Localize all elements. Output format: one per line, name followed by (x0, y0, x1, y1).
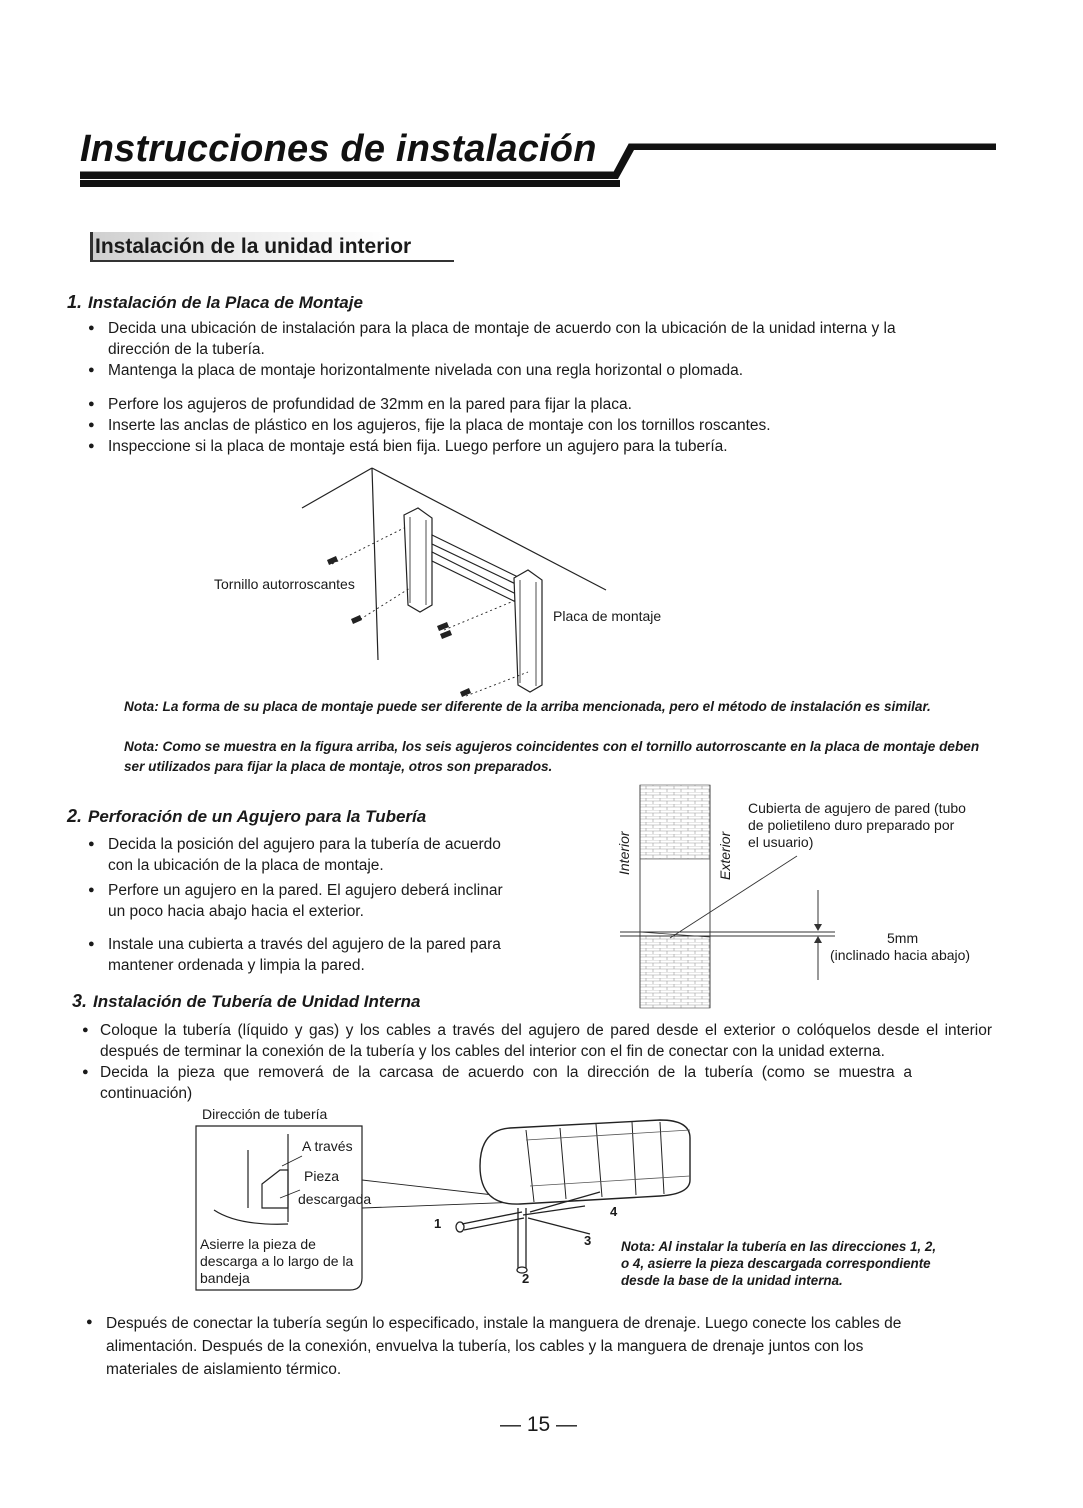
page-number: — 15 — (500, 1413, 578, 1436)
dimension-value: 5mm (887, 930, 919, 946)
cover-label-line: de polietileno duro preparado por (748, 817, 955, 833)
step2-heading (67, 806, 426, 827)
step1-heading (67, 292, 363, 313)
direction-note-line: Nota: Al instalar la tubería en las direcciones 1, 2, (621, 1239, 937, 1254)
list-item: ● Mantenga la placa de montaje horizontalmente nivelada con una regla horizontal o plomada. (88, 360, 898, 381)
list-item: ● Después de conectar la tubería según lo especificado, instale la manguera de drenaje. Luego conecte los cables de alimentación. Después de la conexión, envuelva la tubería, los cables y la manguera de drenaje juntos con los materiales de aislamiento térmico. (86, 1312, 916, 1381)
step2-number: 2. (67, 806, 83, 826)
piece-label: Pieza (304, 1168, 340, 1184)
step3-number: 3. (72, 991, 88, 1011)
list-item: ● Decida la posición del agujero para la tubería de acuerdo con la ubicación de la placa de montaje. (88, 834, 508, 876)
step1-bullets-b (88, 394, 898, 457)
list-item: ● Perfore un agujero en la pared. El agujero deberá inclinar un poco hacia abajo hacia el exterior. (88, 880, 508, 922)
cover-label (748, 800, 966, 851)
step2-bullet-3 (88, 934, 518, 976)
note-holes: Nota: Como se muestra en la figura arriba, los seis agujeros coincidentes con el tornillo autorroscante en la placa de montaje deben ser utilizados para fijar la placa de montaje, otros son preparados. (124, 739, 980, 774)
step1-heading-text: Instalación de la Placa de Montaje (88, 293, 363, 312)
dimension-note: (inclinado hacia abajo) (830, 947, 971, 963)
screw-label: Tornillo autorroscantes (214, 576, 355, 592)
direction-note (621, 1238, 936, 1289)
direction-note-line: desde la base de la unidad interna. (621, 1273, 843, 1288)
step3-heading (72, 991, 421, 1012)
list-item: ● Perfore los agujeros de profundidad de 32mm en la pared para fijar la placa. (88, 394, 898, 415)
cover-label-line: Cubierta de agujero de pared (tubo (748, 800, 966, 816)
step2-bullet-2 (88, 880, 508, 922)
list-item: ● Decida la pieza que removerá de la carcasa de acuerdo con la dirección de la tubería (como se muestra a continuación) (82, 1062, 912, 1104)
saw-note-line: bandeja (200, 1270, 250, 1286)
note-shape: Nota: La forma de su placa de montaje puede ser diferente de la arriba mencionada, pero el método de instalación es similar. (124, 699, 931, 714)
through-label: A través (302, 1138, 353, 1154)
saw-note-line: descarga a lo largo de la (200, 1253, 354, 1269)
list-item: ● Inspeccione si la placa de montaje está bien fija. Luego perfore un agujero para la tubería. (88, 436, 898, 457)
step3-final-bullet (86, 1312, 916, 1381)
plate-label: Placa de montaje (553, 608, 662, 624)
title-underline (0, 0, 1083, 200)
exterior-label: Exterior (717, 831, 733, 880)
step2-bullet-1 (88, 834, 508, 876)
step1-bullets-a (88, 318, 898, 381)
direction-4: 4 (610, 1204, 618, 1219)
direction-2: 2 (522, 1271, 530, 1286)
cutout-label: descargada (298, 1191, 372, 1207)
section-title: Instalación de la unidad interior (95, 235, 412, 258)
saw-note (200, 1236, 353, 1287)
list-item: ● Decida una ubicación de instalación para la placa de montaje de acuerdo con la ubicación de la unidad interna y la dirección de la tubería. (88, 318, 898, 360)
direction-1: 1 (434, 1216, 442, 1231)
list-item: ● Instale una cubierta a través del agujero de la pared para mantener ordenada y limpia la pared. (88, 934, 518, 976)
list-item: ● Coloque la tubería (líquido y gas) y los cables a través del agujero de pared desde el exterior o colóquelos desde el interior después de terminar la conexión de la tubería y los cables del interior con el fin de conectar con la unidad externa. (82, 1020, 992, 1062)
saw-note-line: Asierre la pieza de (200, 1236, 316, 1252)
step3-heading-text: Instalación de Tubería de Unidad Interna (93, 992, 421, 1011)
section-header (90, 232, 454, 262)
step1-number: 1. (67, 292, 83, 312)
direction-note-line: o 4, asierre la pieza descargada correspondiente (621, 1256, 931, 1271)
list-item: ● Inserte las anclas de plástico en los agujeros, fije la placa de montaje con los tornillos roscantes. (88, 415, 898, 436)
direction-3: 3 (584, 1233, 592, 1248)
step3-bullets (82, 1020, 992, 1104)
cover-label-line: el usuario) (748, 834, 814, 850)
page-title: Instrucciones de instalación (80, 128, 597, 170)
interior-label: Interior (616, 831, 632, 875)
mounting-plate-figure (0, 460, 1083, 710)
direction-title: Dirección de tubería (202, 1106, 328, 1122)
step2-heading-text: Perforación de un Agujero para la Tubería (88, 807, 427, 826)
